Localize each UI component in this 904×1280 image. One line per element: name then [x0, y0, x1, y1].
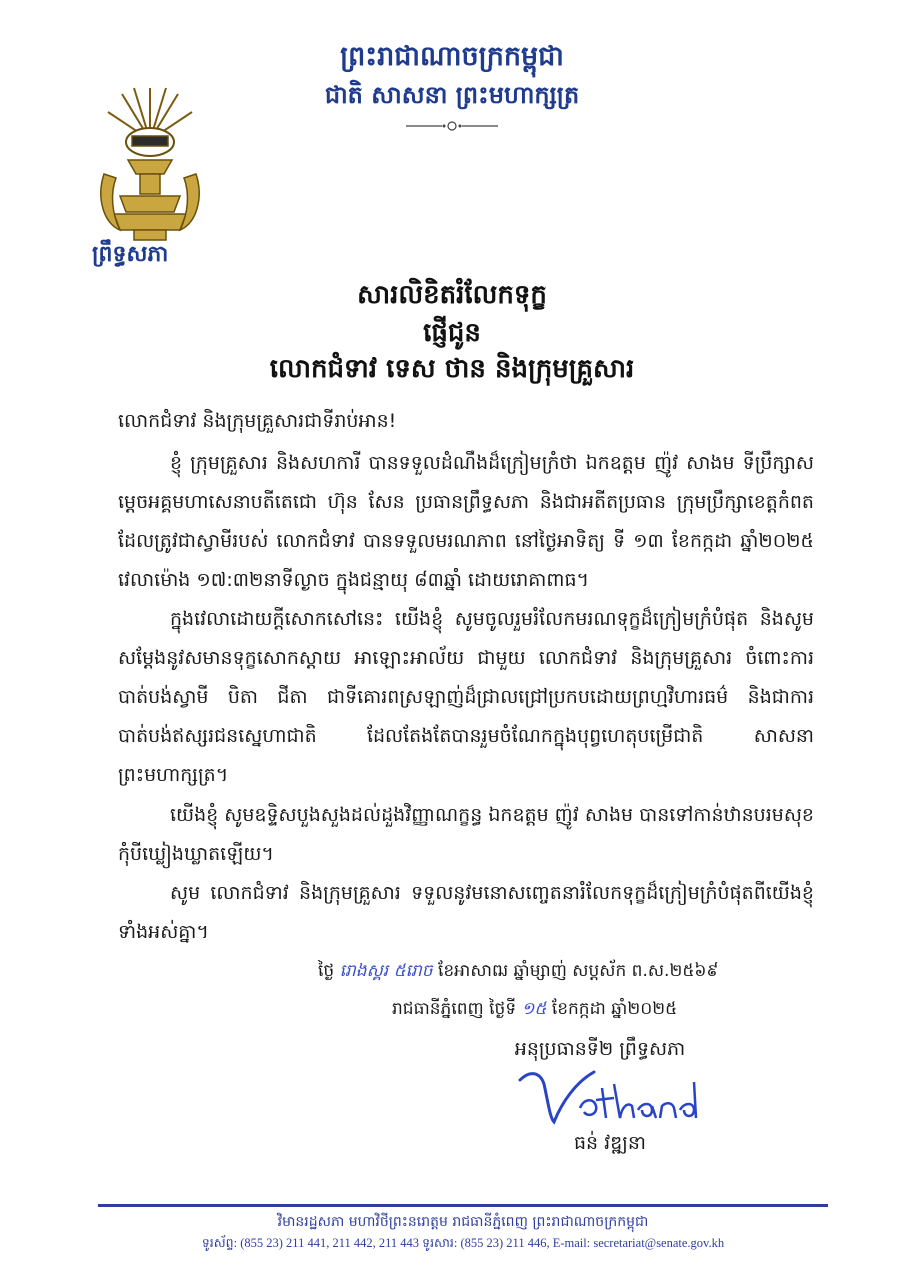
letter-recipient: លោកជំទាវ ទេស ថាន និងក្រុមគ្រួសារ [269, 354, 635, 384]
lunar-date-prefix: ថ្ងៃ [318, 961, 335, 981]
solar-date-suffix: ខែកក្កដា ឆ្នាំ២០២៥ [551, 999, 678, 1019]
lunar-num-handwritten: ៥រោច [393, 961, 433, 981]
lunar-date [318, 952, 838, 991]
footer-rule [98, 1204, 828, 1207]
royal-emblem-icon [94, 78, 206, 246]
letter-title-to: ផ្ញើជូន [423, 318, 481, 348]
footer-address: វិមានរដ្ឋសភា មហាវិថីព្រះនរោត្តម រាជធានីភ្នំពេញ ព្រះរាជាណាចក្រកម្ពុជា [277, 1214, 649, 1230]
letter-title: សារលិខិតរំលែកទុក្ខ [357, 280, 547, 310]
paragraph-4: សូម លោកជំទាវ និងក្រុមគ្រួសារ ទទួលនូវមនោសញ្ចេតនារំលែកទុក្ខដ៏ក្រៀមក្រំបំផុតពីយើងខ្ញុំទាំងអស់គ្នា។ [118, 882, 814, 943]
solar-day-handwritten: ១៥ [521, 999, 547, 1019]
institution-name: ព្រឹទ្ធសភា [92, 242, 169, 267]
salutation: លោកជំទាវ និងក្រុមគ្រួសារជាទីរាប់អាន! [118, 410, 397, 432]
kingdom-name: ព្រះរាជាណាចក្រកម្ពុជា [340, 41, 564, 72]
divider-ornament-icon [404, 120, 500, 132]
solar-date [392, 990, 832, 1029]
paragraph-1: ខ្ញុំ ក្រុមគ្រួសារ និងសហការី បានទទួលដំណឹងដ៏ក្រៀមក្រំថា ឯកឧត្តម ញ៉ូវ សាងម ទីប្រឹក្សាសម្តេចអគ្គមហាសេនាបតីតេជោ ហ៊ុន សែន ប្រធានព្រឹទ្ធសភា និងជាអតីតប្រធាន ក្រុមប្រឹក្សាខេត្តកំពត ដែលត្រូវជាស្វាមីរបស់ លោកជំទាវ បានទទួលមរណភាព នៅថ្ងៃអាទិត្យ ទី ១៣ ខែកក្កដា ឆ្នាំ២០២៥ វេលាម៉ោង ១៧:៣២នាទីល្ងាច ក្នុងជន្មាយុ ៨៣ឆ្នាំ ដោយរោគាពាធ។ [118, 452, 814, 591]
signature-icon [510, 1062, 720, 1132]
solar-date-prefix: រាជធានីភ្នំពេញ ថ្ងៃទី [392, 999, 517, 1019]
signatory-name: ធន់ វឌ្ឍនា [573, 1132, 646, 1154]
paragraph-3: យើងខ្ញុំ សូមឧទ្ទិសបួងសួងដល់ដួងវិញ្ញាណក្ខន្ធ ឯកឧត្តម ញ៉ូវ សាងម បានទៅកាន់ឋានបរមសុខ កុំបីឃ្លៀងឃ្លាតឡើយ។ [118, 804, 814, 865]
signatory-position: អនុប្រធានទី២ ព្រឹទ្ធសភា [514, 1038, 686, 1060]
lunar-day-handwritten: រោងស្គរ [339, 961, 389, 981]
national-motto: ជាតិ សាសនា ព្រះមហាក្សត្រ [324, 81, 580, 109]
lunar-date-suffix: ខែអាសាឍ ឆ្នាំម្សាញ់ សប្តស័ក ព.ស.២៥៦៩ [437, 961, 719, 981]
footer-contact: ទូរស័ព្ទ: (855 23) 211 441, 211 442, 211 443 ទូរសារ: (855 23) 211 446, E-mail: secretariat@senate.gov.kh [201, 1236, 725, 1250]
paragraph-2: ក្នុងវេលាដោយក្តីសោកសៅនេះ យើងខ្ញុំ សូមចូលរួមរំលែកមរណទុក្ខដ៏ក្រៀមក្រំបំផុត និងសូមសម្តែងនូវសមានទុក្ខសោកស្តាយ អាឡោះអាល័យ ជាមួយ លោកជំទាវ និងក្រុមគ្រួសារ ចំពោះការបាត់បង់ស្វាមី បិតា ជីតា ជាទីគោរពស្រឡាញ់ដ៏ជ្រាលជ្រៅប្រកបដោយព្រហ្មវិហារធម៌ និងជាការបាត់បង់ឥស្សរជនស្នេហាជាតិ ដែលតែងតែបានរួមចំណែកក្នុងបុព្វហេតុបម្រើជាតិ សាសនា ព្រះមហាក្សត្រ។ [118, 608, 814, 786]
